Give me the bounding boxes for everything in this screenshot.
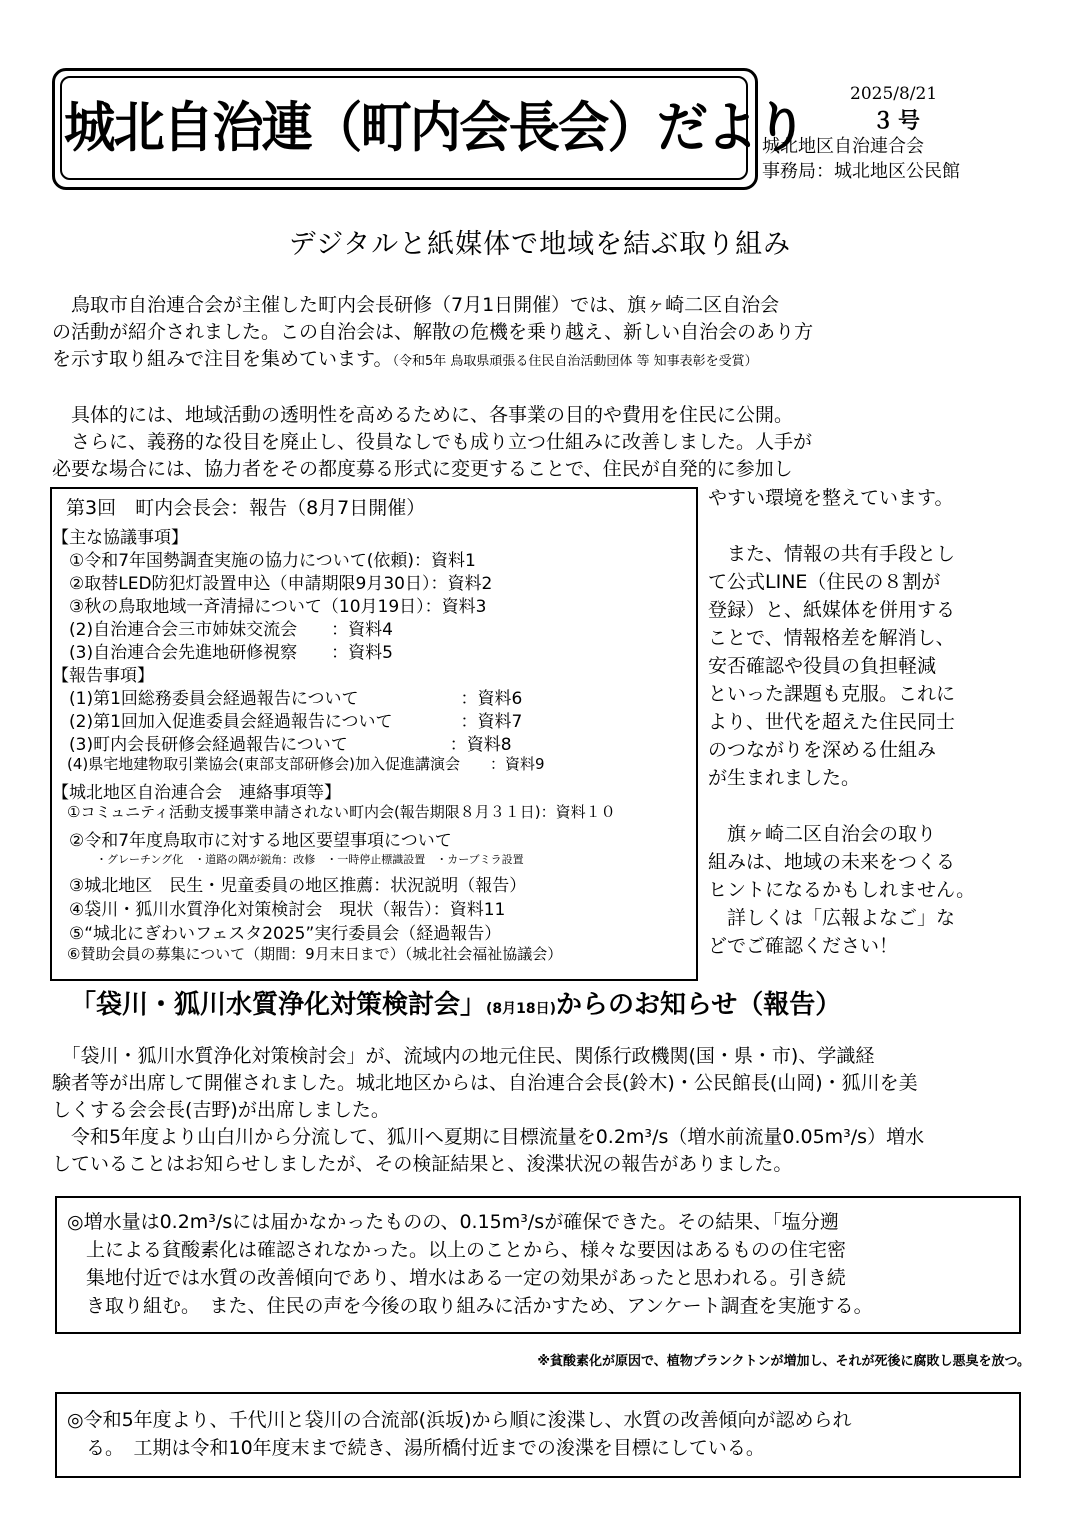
rcol-line: 組みは、地域の未来をつくる xyxy=(708,851,956,873)
body-line: 具体的には、地域活動の透明性を高めるために、各事業の目的や費用を住民に公開。 xyxy=(52,404,794,426)
result-line: き取り組む。 また、住民の声を今後の取り組みに活かすため、アンケート調査を実施する。 xyxy=(67,1295,873,1317)
meeting-line: ①コミュニティ活動支援事業申請されない町内会(報告期限８月３１日)：資料１０ xyxy=(52,803,616,821)
meeting-line: ・グレーチング化 ・道路の隅が鋭角：改修 ・一時停止標識設置 ・カーブミラ設置 xyxy=(52,853,524,866)
meeting-line: 【報告事項】 xyxy=(52,666,154,686)
intro-line: を示す取り組みで注目を集めています。（令和5年 鳥取県頑張る住民自治活動団体 等 知事表彰を受賞） xyxy=(52,348,758,370)
meeting-line: ②取替LED防犯灯設置申込（申請期限9月30日）：資料2 xyxy=(52,574,493,594)
meeting-line: ④袋川・狐川水質浄化対策検討会 現状（報告）：資料11 xyxy=(52,900,506,920)
meeting-line: (2)自治連合会三市姉妹交流会 ：資料4 xyxy=(52,620,393,640)
right-column xyxy=(708,484,1038,960)
rcol-line: 旗ヶ崎二区自治会の取り xyxy=(708,823,937,845)
rcol-line xyxy=(708,512,1038,540)
dredge-line: る。 工期は令和10年度末まで続き、湯所橋付近までの浚渫を目標にしている。 xyxy=(67,1437,765,1459)
meeting-line: (1)第1回総務委員会経過報告について ：資料6 xyxy=(52,689,523,709)
meeting-report-box xyxy=(50,487,698,981)
result-line: 集地付近では水質の改善傾向であり、増水はある一定の効果があったと思われる。引き続 xyxy=(67,1267,846,1289)
issue-number: ３号 xyxy=(872,108,925,134)
rcol-line: より、世代を超えた住民同士 xyxy=(708,711,956,733)
meeting-line: ③秋の鳥取地域一斉清掃について（10月19日）：資料3 xyxy=(52,597,487,617)
section2-paragraph xyxy=(52,1043,1032,1178)
rcol-line: 詳しくは「広報よなご」な xyxy=(708,907,956,929)
rcol-line: が生まれました。 xyxy=(708,767,861,789)
rcol-line: やすい環境を整えています。 xyxy=(708,487,954,509)
meeting-line: ①令和7年国勢調査実施の協力について(依頼)：資料1 xyxy=(52,551,476,571)
dredge-line: ◎令和5年度より、千代川と袋川の合流部(浜坂)から順に浚渫し、水質の改善傾向が認められ xyxy=(67,1409,852,1431)
rcol-line xyxy=(708,792,1038,820)
meeting-line: ⑤“城北にぎわいフェスタ2025”実行委員会（経過報告） xyxy=(52,924,502,944)
award-note: （令和5年 鳥取県頑張る住民自治活動団体 等 知事表彰を受賞） xyxy=(392,354,758,369)
rcol-line: て公式LINE（住民の８割が xyxy=(708,571,941,593)
section2-heading-date: (8月18日) xyxy=(486,1001,557,1017)
body-line: さらに、義務的な役目を廃止し、役員なしでも成り立つ仕組みに改善しました。人手が xyxy=(52,431,813,453)
s2-line: 験者等が出席して開催されました。城北地区からは、自治連合会長(鈴木)・公民館長(山岡)・狐川を美 xyxy=(52,1072,918,1094)
meeting-line: (3)自治連合会先進地研修視察 ：資料5 xyxy=(52,643,393,663)
rcol-line: どでご確認ください！ xyxy=(708,935,899,957)
rcol-line: のつながりを深める仕組み xyxy=(708,739,937,761)
rcol-line: ことで、情報格差を解消し、 xyxy=(708,627,955,649)
meeting-line: ③城北地区 民生・児童委員の地区推薦：状況説明（報告） xyxy=(52,876,527,896)
body-line: 必要な場合には、協力者をその都度募る形式に変更することで、住民が自発的に参加し xyxy=(52,458,793,480)
meeting-line: ⑥賛助会員の募集について（期間：9月末日まで）（城北社会福祉協議会） xyxy=(52,945,563,963)
intro-paragraph xyxy=(52,292,1032,375)
s2-line: 「袋川・狐川水質浄化対策検討会」が、流域内の地元住民、関係行政機関(国・県・市)、学識経 xyxy=(52,1045,875,1067)
footnote: ※貧酸素化が原因で、植物プランクトンが増加し、それが死後に腐敗し悪臭を放つ。 xyxy=(537,1354,1030,1369)
office: 事務局：城北地区公民館 xyxy=(762,161,960,182)
meeting-title: 第3回 町内会長会：報告（8月7日開催） xyxy=(66,497,426,519)
rcol-line: ヒントになるかもしれません。 xyxy=(708,879,976,901)
section2-heading: 「袋川・狐川水質浄化対策検討会」(8月18日)からのお知らせ（報告） xyxy=(70,990,842,1020)
headline: デジタルと紙媒体で地域を結ぶ取り組み xyxy=(288,229,792,260)
meeting-line: 【城北地区自治連合会 連絡事項等】 xyxy=(52,783,341,803)
body-paragraph xyxy=(52,402,1032,483)
meeting-line: (2)第1回加入促進委員会経過報告について ：資料7 xyxy=(52,712,523,732)
intro-line: の活動が紹介されました。この自治会は、解散の危機を乗り越え、新しい自治会のあり方 xyxy=(52,321,814,343)
result-line: ◎増水量は0.2m³/sには届かなかったものの、0.15m³/sが確保できた。その結果、「塩分遡 xyxy=(67,1211,839,1233)
intro-line: 鳥取市自治連合会が主催した町内会長研修（7月1日開催）では、旗ヶ崎二区自治会 xyxy=(52,294,780,316)
s2-line: しくする会会長(吉野)が出席しました。 xyxy=(52,1099,390,1121)
s2-line: していることはお知らせしましたが、その検証結果と、浚渫状況の報告がありました。 xyxy=(52,1153,793,1175)
s2-line: 令和5年度より山白川から分流して、狐川へ夏期に目標流量を0.2m³/s（増水前流量0.05m³/s）増水 xyxy=(52,1126,925,1148)
meeting-line: ②令和7年度鳥取市に対する地区要望事項について xyxy=(52,831,452,851)
result-line: 上による貧酸素化は確認されなかった。以上のことから、様々な要因はあるものの住宅密 xyxy=(67,1239,847,1261)
publisher-block xyxy=(762,134,960,184)
meeting-line: (4)県宅地建物取引業協会(東部支部研修会)加入促進講演会 ：資料9 xyxy=(52,755,545,773)
rcol-line: 安否確認や役員の負担軽減 xyxy=(708,655,937,677)
rcol-line: 登録）と、紙媒体を併用する xyxy=(708,599,956,621)
publisher: 城北地区自治連合会 xyxy=(762,136,924,157)
meeting-line: (3)町内会長研修会経過報告について ：資料8 xyxy=(52,735,512,755)
issue-date: 2025/8/21 xyxy=(850,84,938,104)
rcol-line: また、情報の共有手段とし xyxy=(708,543,956,565)
result-box xyxy=(55,1196,1021,1334)
rcol-line: といった課題も克服。これに xyxy=(708,683,956,705)
dredging-box xyxy=(55,1392,1021,1478)
masthead-title: 城北自治連（町内会長会）だより xyxy=(64,96,805,159)
meeting-line: 【主な協議事項】 xyxy=(52,528,188,548)
